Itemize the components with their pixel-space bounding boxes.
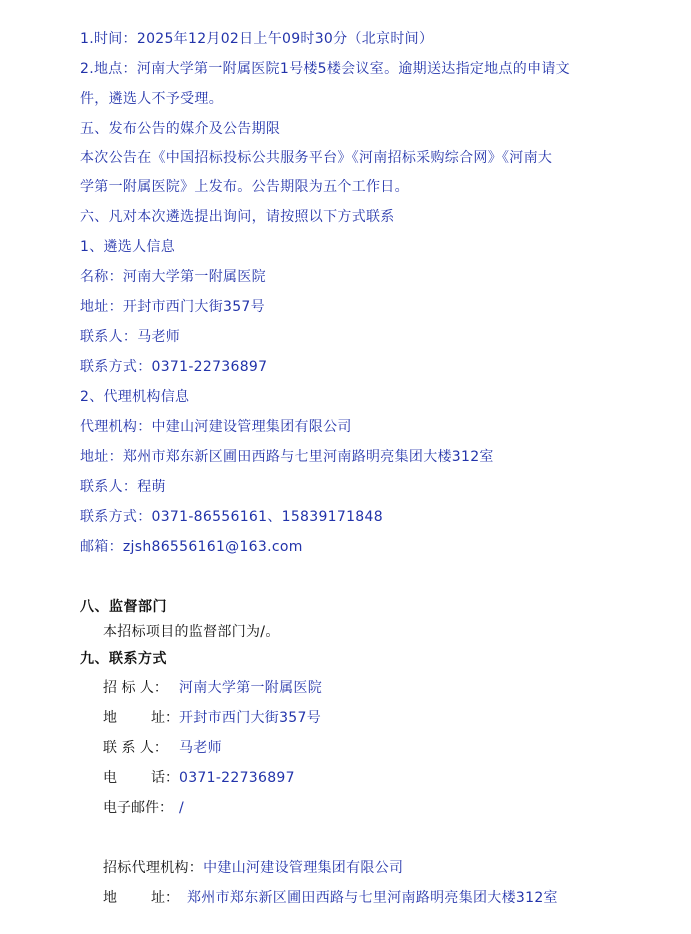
agency-contact: 联系人：程萌 — [80, 479, 166, 495]
agency-address-char-b: 址： — [151, 890, 179, 906]
meeting-time: 1.时间：2025年12月02日上午09时30分（北京时间） — [80, 31, 434, 47]
section-eight-title: 八、监督部门 — [80, 599, 167, 615]
tenderer-contact-value: 马老师 — [179, 740, 222, 756]
address-label-char-a: 地 — [103, 710, 117, 726]
bidding-agency-label: 招标代理机构： — [103, 860, 204, 876]
bidding-agency-address-value: 郑州市郑东新区圃田西路与七里河南路明亮集团大楼312室 — [187, 890, 558, 906]
tenderer-email-value: / — [179, 800, 185, 816]
agency-address-label — [103, 888, 187, 908]
section-five-title: 五、发布公告的媒介及公告期限 — [80, 121, 281, 137]
tenderer-phone-label — [103, 768, 179, 788]
selector-name: 名称：河南大学第一附属医院 — [80, 269, 266, 285]
supervision-text: 本招标项目的监督部门为/。 — [103, 624, 280, 640]
agency-name: 代理机构：中建山河建设管理集团有限公司 — [80, 419, 352, 435]
tenderer-email-label: 电子邮件： — [103, 800, 173, 816]
selector-info-title: 1、遴选人信息 — [80, 239, 176, 255]
tenderer-value: 河南大学第一附属医院 — [179, 680, 322, 696]
agency-info-title: 2、代理机构信息 — [80, 389, 190, 405]
tenderer-phone-value: 0371-22736897 — [179, 770, 295, 786]
meeting-place-line-1: 2.地点：河南大学第一附属医院1号楼5楼会议室。逾期送达指定地点的申请文 — [80, 61, 570, 77]
agency-phone: 联系方式：0371-86556161、15839171848 — [80, 509, 383, 525]
agency-address: 地址：郑州市郑东新区圃田西路与七里河南路明亮集团大楼312室 — [80, 449, 494, 465]
section-nine-title: 九、联系方式 — [80, 651, 167, 667]
bidding-agency-value: 中建山河建设管理集团有限公司 — [203, 860, 404, 876]
selector-address: 地址：开封市西门大街357号 — [80, 299, 265, 315]
phone-label-char-a: 电 — [103, 770, 117, 786]
meeting-place-line-2: 件，遴选人不予受理。 — [80, 91, 223, 107]
tenderer-contact-row — [103, 738, 222, 758]
tenderer-address-value: 开封市西门大街357号 — [179, 710, 322, 726]
tenderer-email-row — [103, 798, 184, 818]
tenderer-phone-row — [103, 768, 295, 788]
tenderer-contact-label: 联 系 人： — [103, 740, 168, 756]
agency-address-char-a: 地 — [103, 890, 117, 906]
agency-email: 邮箱：zjsh86556161@163.com — [80, 539, 303, 555]
tenderer-row — [103, 678, 322, 698]
tenderer-address-label — [103, 708, 179, 728]
section-five-text-1: 本次公告在《中国招标投标公共服务平台》《河南招标采购综合网》《河南大 — [80, 150, 553, 166]
agency-contact-row — [103, 858, 403, 878]
selector-contact: 联系人：马老师 — [80, 329, 181, 345]
address-label-char-b: 址： — [151, 710, 179, 726]
tenderer-address-row — [103, 708, 321, 728]
phone-label-char-b: 话： — [151, 770, 179, 786]
agency-address-row — [103, 888, 558, 908]
tenderer-label: 招 标 人： — [103, 680, 168, 696]
selector-phone: 联系方式：0371-22736897 — [80, 359, 268, 375]
section-five-text-2: 学第一附属医院》上发布。公告期限为五个工作日。 — [80, 179, 409, 195]
section-six-title: 六、凡对本次遴选提出询问，请按照以下方式联系 — [80, 209, 395, 225]
